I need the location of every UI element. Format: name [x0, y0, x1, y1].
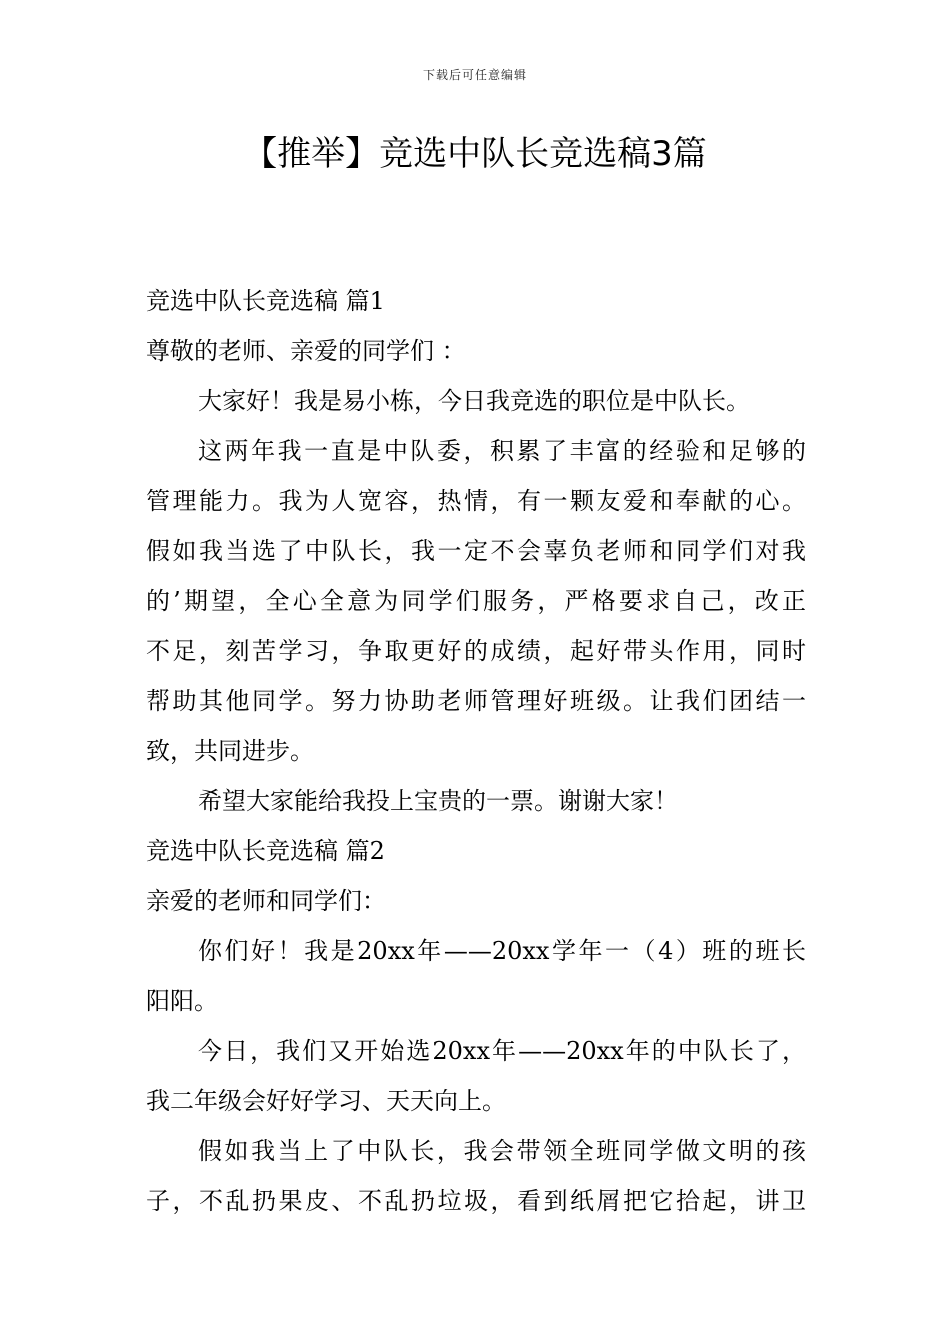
paragraph-line: 假如我当选了中队长，我一定不会辜负老师和同学们对我 [146, 537, 806, 565]
paragraph-line: 这两年我一直是中队委，积累了丰富的经验和足够的 [198, 437, 806, 465]
document-body [146, 276, 806, 1226]
paragraph-line: 的’期望，全心全意为同学们服务，严格要求自己，改正 [146, 587, 806, 615]
paragraph-line: 大家好！我是易小栋，今日我竞选的职位是中队长。 [198, 387, 750, 415]
paragraph-line: 致，共同进步。 [146, 737, 314, 765]
paragraph-line: 我二年级会好好学习、天天向上。 [146, 1087, 506, 1115]
salutation-2: 亲爱的老师和同学们： [146, 887, 386, 915]
paragraph-line: 帮助其他同学。努力协助老师管理好班级。让我们团结一 [146, 687, 806, 715]
salutation-1: 尊敬的老师、亲爱的同学们 ： [146, 337, 466, 365]
section-heading-2: 竞选中队长竞选稿 篇2 [146, 837, 385, 865]
paragraph-line: 希望大家能给我投上宝贵的一票。谢谢大家！ [198, 787, 678, 815]
paragraph-line: 子，不乱扔果皮、不乱扔垃圾，看到纸屑把它拾起，讲卫 [146, 1187, 806, 1215]
paragraph-line: 阳阳。 [146, 987, 218, 1015]
paragraph-line: 管理能力。我为人宽容，热情，有一颗友爱和奉献的心。 [146, 487, 806, 515]
paragraph-line: 你们好！我是20xx年——20xx学年一（4）班的班长 [198, 937, 806, 965]
section-heading-1: 竞选中队长竞选稿 篇1 [146, 287, 385, 315]
document-title: 【推举】竞选中队长竞选稿3篇 [243, 134, 707, 174]
paragraph-line: 不足，刻苦学习，争取更好的成绩，起好带头作用，同时 [146, 637, 806, 665]
header-note: 下载后可任意编辑 [422, 68, 527, 82]
paragraph-line: 假如我当上了中队长，我会带领全班同学做文明的孩 [198, 1137, 806, 1165]
paragraph-line: 今日，我们又开始选20xx年——20xx年的中队长了， [198, 1037, 806, 1065]
